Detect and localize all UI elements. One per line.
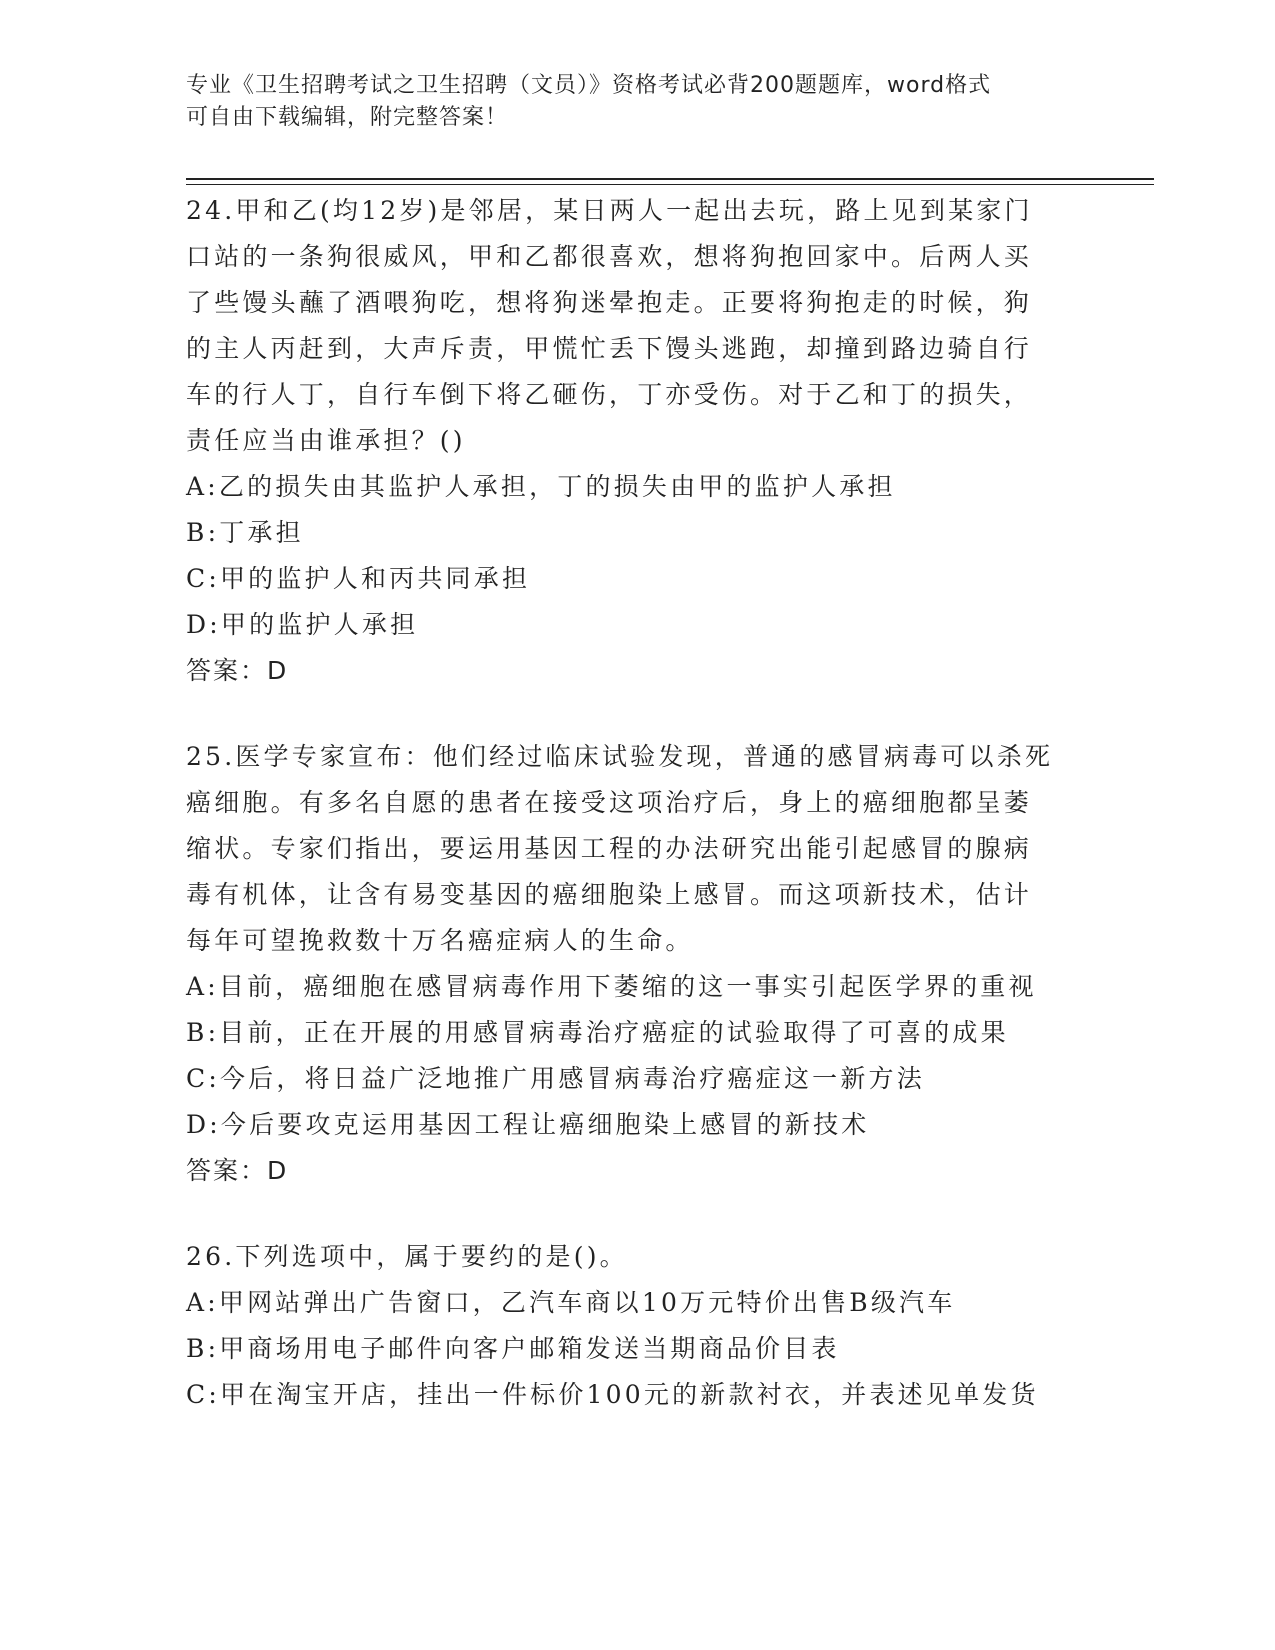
question-stem-line: 了些馒头蘸了酒喂狗吃，想将狗迷晕抱走。正要将狗抱走的时候，狗: [186, 288, 1033, 317]
question-stem-line: 缩状。专家们指出，要运用基因工程的办法研究出能引起感冒的腺病: [186, 834, 1033, 863]
option-c: C:甲在淘宝开店，挂出一件标价100元的新款衬衣，并表述见单发货: [186, 1380, 1039, 1409]
header-line-1: 专业《卫生招聘考试之卫生招聘（文员）》资格考试必背200题题库，word格式: [186, 73, 992, 98]
header-line-2: 可自由下载编辑，附完整答案！: [186, 105, 509, 130]
question-stem-line: 毒有机体，让含有易变基因的癌细胞染上感冒。而这项新技术，估计: [186, 880, 1033, 909]
option-c: C:今后，将日益广泛地推广用感冒病毒治疗癌症这一新方法: [186, 1064, 925, 1093]
question-spacer: [186, 1194, 1086, 1234]
option-a: A:乙的损失由其监护人承担，丁的损失由甲的监护人承担: [186, 472, 896, 501]
question-stem-line: 责任应当由谁承担？(): [186, 426, 466, 455]
question-24: [186, 188, 1086, 694]
answer-label: 答案：D: [186, 656, 289, 685]
option-b: B:目前，正在开展的用感冒病毒治疗癌症的试验取得了可喜的成果: [186, 1018, 1009, 1047]
question-stem-line: 的主人丙赶到，大声斥责，甲慌忙丢下馒头逃跑，却撞到路边骑自行: [186, 334, 1033, 363]
question-stem-line: 每年可望挽救数十万名癌症病人的生命。: [186, 926, 694, 955]
option-d: D:甲的监护人承担: [186, 610, 419, 639]
option-d: D:今后要攻克运用基因工程让癌细胞染上感冒的新技术: [186, 1110, 870, 1139]
question-stem-line: 癌细胞。有多名自愿的患者在接受这项治疗后，身上的癌细胞都呈萎: [186, 788, 1033, 817]
option-c: C:甲的监护人和丙共同承担: [186, 564, 531, 593]
option-b: B:丁承担: [186, 518, 304, 547]
option-b: B:甲商场用电子邮件向客户邮箱发送当期商品价目表: [186, 1334, 840, 1363]
question-stem-line: 车的行人丁，自行车倒下将乙砸伤，丁亦受伤。对于乙和丁的损失，: [186, 380, 1033, 409]
answer-label: 答案：D: [186, 1156, 289, 1185]
question-stem-line: 24.甲和乙(均12岁)是邻居，某日两人一起出去玩，路上见到某家门: [186, 196, 1033, 225]
question-25: [186, 734, 1086, 1194]
question-list: [186, 188, 1086, 1418]
header-divider-thick: [186, 178, 1154, 180]
question-stem-line: 26.下列选项中，属于要约的是()。: [186, 1242, 628, 1271]
question-stem-line: 25.医学专家宣布：他们经过临床试验发现，普通的感冒病毒可以杀死: [186, 742, 1054, 771]
document-header: [186, 70, 1066, 134]
question-26: [186, 1234, 1086, 1418]
option-a: A:甲网站弹出广告窗口，乙汽车商以10万元特价出售B级汽车: [186, 1288, 956, 1317]
option-a: A:目前，癌细胞在感冒病毒作用下萎缩的这一事实引起医学界的重视: [186, 972, 1037, 1001]
question-stem-line: 口站的一条狗很威风，甲和乙都很喜欢，想将狗抱回家中。后两人买: [186, 242, 1033, 271]
header-divider-thin: [186, 184, 1154, 185]
question-spacer: [186, 694, 1086, 734]
